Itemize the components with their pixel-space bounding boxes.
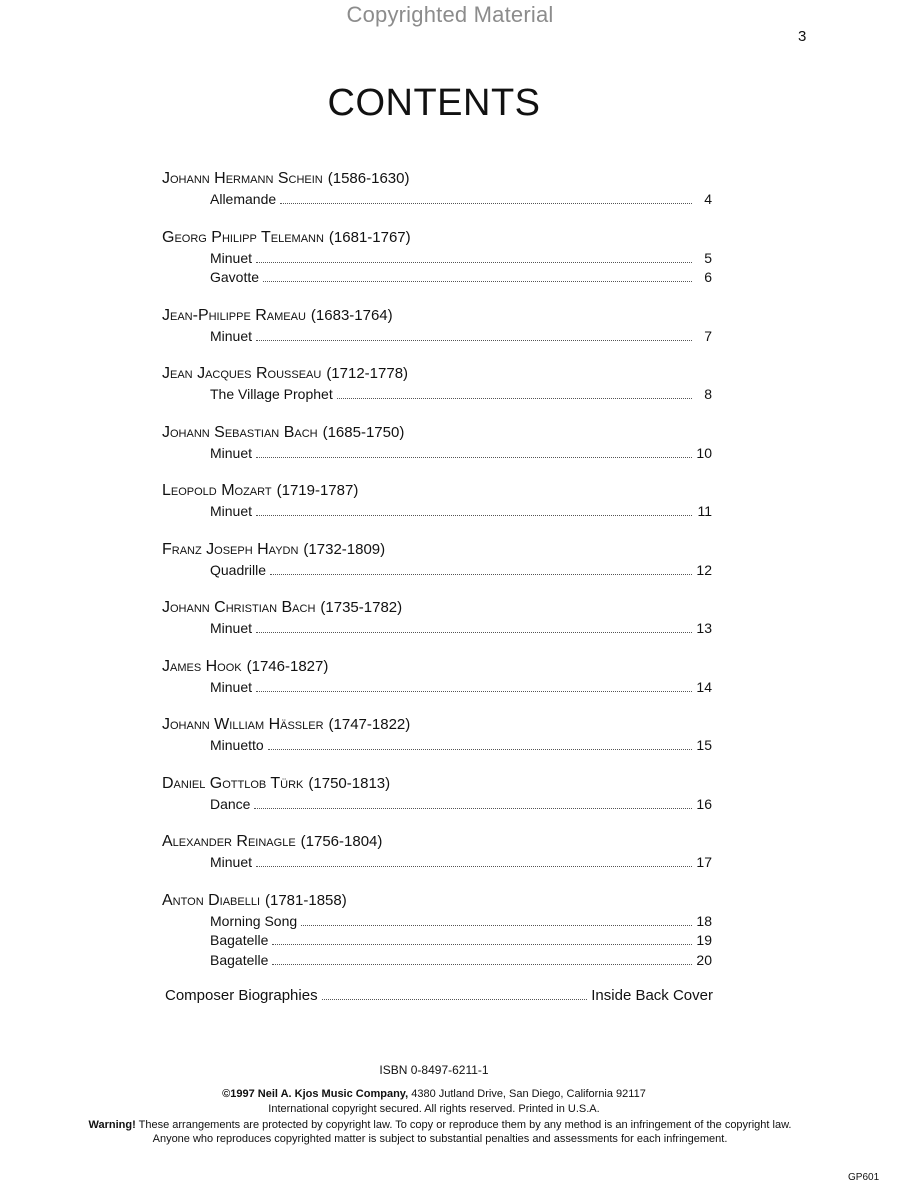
dot-leader <box>256 514 692 516</box>
dot-leader <box>256 261 692 263</box>
biographies-entry <box>165 987 713 1004</box>
composer-dates: (1681-1767) <box>328 228 411 246</box>
piece-page: 8 <box>704 386 712 402</box>
piece-title: The Village Prophet <box>210 386 333 402</box>
page-title: CONTENTS <box>327 82 541 124</box>
dot-leader <box>256 690 692 692</box>
composer-name: Anton Diabelli <box>162 891 260 909</box>
toc-entry <box>162 912 712 932</box>
piece-page: 5 <box>704 249 712 266</box>
piece-page: 13 <box>696 620 712 636</box>
composer-group <box>162 714 712 756</box>
piece-title: Minuet <box>210 249 253 266</box>
toc-entry <box>162 931 712 951</box>
composer-heading <box>162 168 712 190</box>
toc-entry <box>162 678 712 698</box>
composer-group <box>162 539 712 581</box>
composer-group <box>162 305 712 347</box>
composer-heading <box>162 773 712 795</box>
toc-entry <box>162 853 712 873</box>
composer-heading <box>162 597 712 619</box>
composer-group <box>162 363 712 405</box>
piece-page: 12 <box>696 561 712 578</box>
copyright-warning <box>80 1118 800 1146</box>
composer-group <box>162 597 712 639</box>
toc-entry <box>162 619 712 639</box>
rights-line: International copyright secured. All rights reserved. Printed in U.S.A. <box>268 1103 600 1115</box>
composer-dates: (1756-1804) <box>300 833 383 850</box>
composer-heading <box>162 480 712 502</box>
warning-label: Warning! <box>88 1119 136 1131</box>
composer-dates: (1712-1778) <box>326 365 409 382</box>
composer-heading <box>162 539 712 561</box>
dot-leader <box>322 998 588 1000</box>
toc-entry <box>162 249 712 269</box>
dot-leader <box>263 280 692 282</box>
piece-title: Minuet <box>210 503 253 519</box>
piece-title: Bagatelle <box>210 951 269 968</box>
toc-entry <box>162 268 712 288</box>
warning-text: These arrangements are protected by copyright law. To copy or reproduce them by any method is an infringement of the copyright law. Anyone who reproduces copyrighted matter is subject to substantial penalties and assessments for each infringement. <box>135 1119 792 1145</box>
dot-leader <box>256 631 692 633</box>
composer-dates: (1735-1782) <box>320 599 403 616</box>
dot-leader <box>301 924 692 926</box>
dot-leader <box>256 339 692 341</box>
toc-entry <box>162 561 712 581</box>
piece-title: Minuetto <box>210 737 264 753</box>
composer-dates: (1781-1858) <box>265 891 347 909</box>
composer-name: Jean Jacques Rousseau <box>162 365 322 382</box>
composer-group <box>162 480 712 522</box>
piece-page: 6 <box>704 269 712 285</box>
copyright-line <box>0 1088 868 1100</box>
composer-group <box>162 831 712 873</box>
composer-group <box>162 773 712 815</box>
toc-entry <box>162 385 712 405</box>
dot-leader <box>256 865 692 867</box>
composer-name: James Hook <box>162 657 242 675</box>
composer-group <box>162 168 712 210</box>
toc-entry <box>162 502 712 522</box>
table-of-contents <box>162 168 712 987</box>
composer-dates: (1747-1822) <box>328 716 411 733</box>
piece-page: 20 <box>696 951 712 968</box>
piece-title: Allemande <box>210 191 277 207</box>
dot-leader <box>268 748 692 750</box>
composer-name: Alexander Reinagle <box>162 833 296 850</box>
toc-entry <box>162 327 712 347</box>
composer-group <box>162 890 712 971</box>
publisher-address: 4380 Jutland Drive, San Diego, California 92117 <box>408 1088 646 1100</box>
composer-heading <box>162 831 712 853</box>
piece-page: 16 <box>696 795 712 812</box>
piece-title: Gavotte <box>210 269 260 285</box>
composer-group <box>162 422 712 464</box>
piece-page: 7 <box>704 327 712 344</box>
toc-entry <box>162 795 712 815</box>
dot-leader <box>270 573 692 575</box>
composer-heading <box>162 890 712 912</box>
composer-name: Johann Sebastian Bach <box>162 423 318 441</box>
piece-title: Minuet <box>210 327 253 344</box>
biographies-page: Inside Back Cover <box>591 987 713 1004</box>
composer-group <box>162 227 712 288</box>
composer-name: Johann Hermann Schein <box>162 170 323 187</box>
toc-entry <box>162 951 712 971</box>
composer-heading <box>162 656 712 678</box>
publisher-name: ©1997 Neil A. Kjos Music Company, <box>222 1088 409 1100</box>
composer-dates: (1683-1764) <box>310 306 393 324</box>
piece-title: Dance <box>210 795 251 812</box>
composer-heading <box>162 305 712 327</box>
piece-page: 10 <box>696 444 712 461</box>
piece-title: Quadrille <box>210 561 267 578</box>
piece-page: 17 <box>696 854 712 870</box>
piece-page: 14 <box>696 678 712 695</box>
toc-entry <box>162 444 712 464</box>
composer-name: Leopold Mozart <box>162 482 272 499</box>
composer-dates: (1746-1827) <box>246 657 329 675</box>
toc-entry <box>162 190 712 210</box>
composer-heading <box>162 363 712 385</box>
dot-leader <box>337 397 692 399</box>
dot-leader <box>254 807 692 809</box>
piece-title: Minuet <box>210 678 253 695</box>
composer-group <box>162 656 712 698</box>
piece-page: 18 <box>696 912 712 929</box>
composer-dates: (1750-1813) <box>308 774 391 792</box>
piece-page: 11 <box>697 503 712 519</box>
copyright-watermark: Copyrighted Material <box>346 2 554 27</box>
isbn: ISBN 0-8497-6211-1 <box>379 1063 489 1077</box>
composer-name: Georg Philipp Telemann <box>162 228 324 246</box>
catalog-code: GP601 <box>848 1172 880 1183</box>
composer-dates: (1732-1809) <box>303 540 386 558</box>
dot-leader <box>272 963 692 965</box>
piece-title: Minuet <box>210 620 253 636</box>
piece-title: Minuet <box>210 854 253 870</box>
piece-title: Morning Song <box>210 912 298 929</box>
composer-name: Jean-Philippe Rameau <box>162 306 306 324</box>
composer-heading <box>162 714 712 736</box>
dot-leader <box>272 943 692 945</box>
composer-dates: (1719-1787) <box>276 482 359 499</box>
piece-page: 4 <box>704 191 712 207</box>
composer-name: Johann Christian Bach <box>162 599 316 616</box>
composer-name: Franz Joseph Haydn <box>162 540 299 558</box>
composer-name: Daniel Gottlob Türk <box>162 774 304 792</box>
biographies-label: Composer Biographies <box>165 987 318 1004</box>
piece-page: 15 <box>696 737 712 753</box>
piece-title: Bagatelle <box>210 932 269 948</box>
composer-heading <box>162 227 712 249</box>
composer-heading <box>162 422 712 444</box>
toc-entry <box>162 736 712 756</box>
dot-leader <box>280 202 692 204</box>
composer-name: Johann William Hässler <box>162 716 324 733</box>
dot-leader <box>256 456 692 458</box>
composer-dates: (1685-1750) <box>322 423 405 441</box>
piece-title: Minuet <box>210 444 253 461</box>
composer-dates: (1586-1630) <box>327 170 410 187</box>
page-number: 3 <box>798 28 807 45</box>
piece-page: 19 <box>696 932 712 948</box>
